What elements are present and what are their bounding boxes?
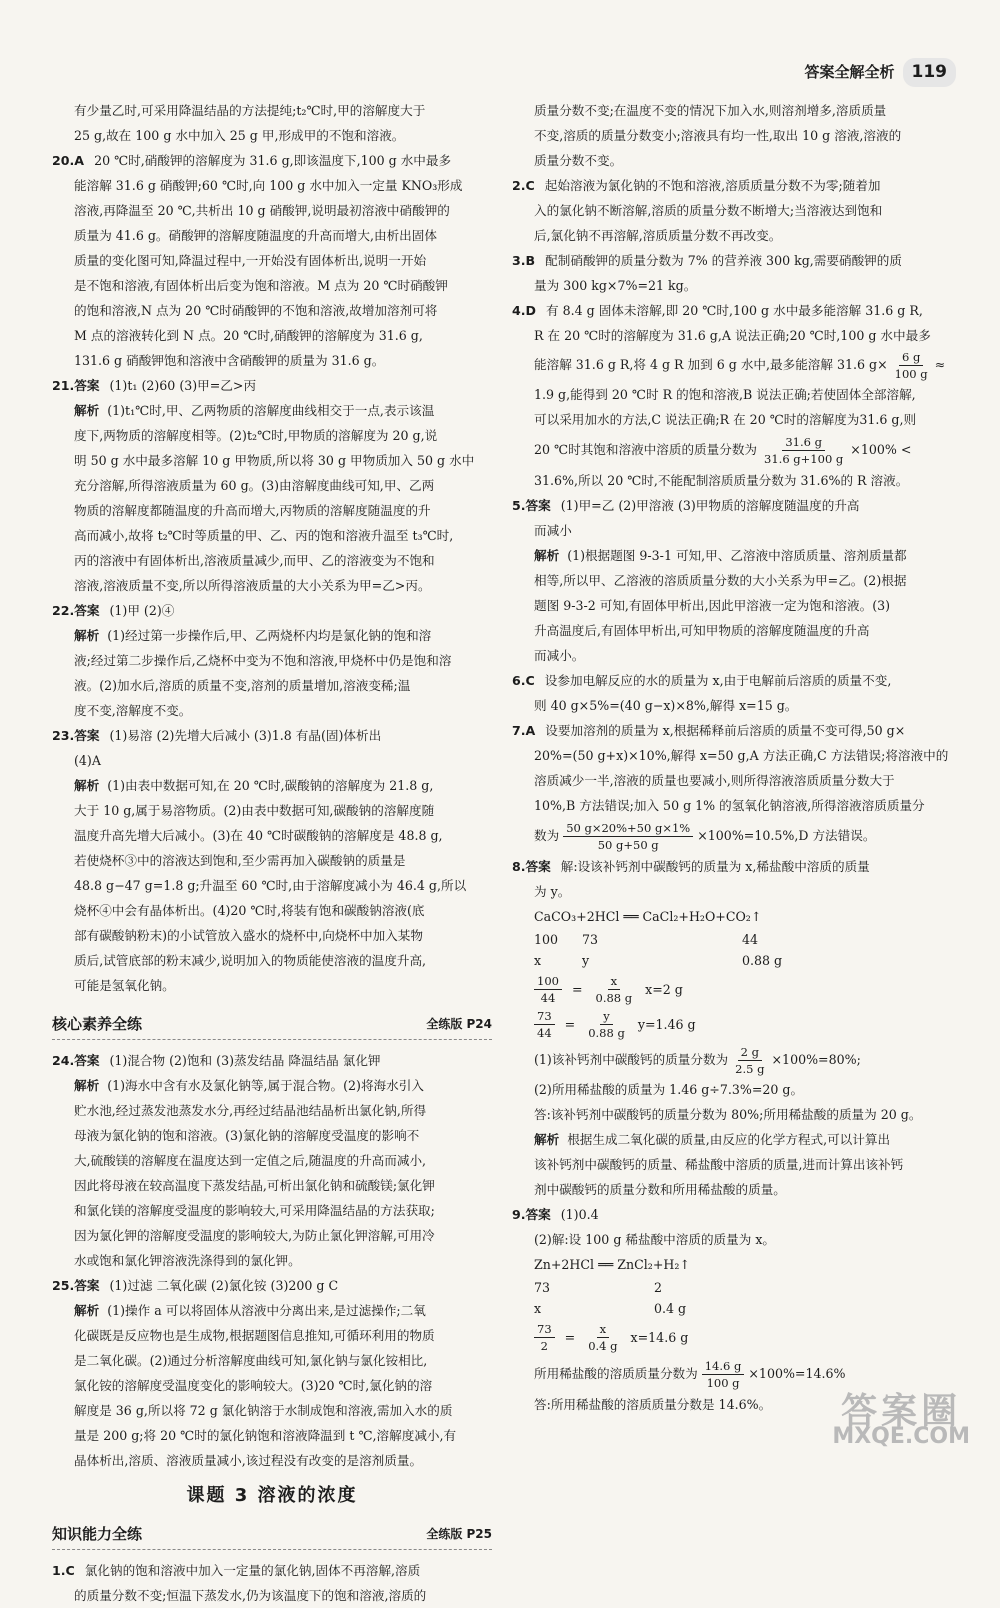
text-line: 48.8 g−47 g=1.8 g;升温至 60 ℃时,由于溶解度减小为 46.4 g,所以: [74, 878, 467, 893]
fraction: [732, 1044, 767, 1077]
text-line: ×100%=14.6%: [748, 1366, 846, 1381]
fraction-denominator: 100 g: [706, 1376, 740, 1390]
answer-text: 而减小: [534, 523, 572, 538]
text-line: 能溶解 31.6 g 硝酸钾;60 ℃时,向 100 g 水中加入一定量 KNO₃形成: [74, 178, 463, 193]
fraction-denominator: 2.5 g: [735, 1062, 765, 1076]
question-8: [512, 854, 960, 1202]
fraction-numerator: 100: [534, 973, 562, 990]
text-line: ×100% <: [850, 442, 912, 457]
fraction: [563, 820, 693, 853]
answer-text: (1)混合物 (2)饱和 (3)蒸发结晶 降温结晶 氯化钾: [109, 1053, 381, 1068]
text-line: (1)经过第一步操作后,甲、乙两烧杯内均是氯化钠的饱和溶: [107, 628, 432, 643]
conclusion-text: 答:所用稀盐酸的溶质质量分数是 14.6%。: [534, 1397, 772, 1412]
text-line: (1)该补钙剂中碳酸钙的质量分数为: [534, 1052, 729, 1067]
text-line: 部有碳酸钠粉末)的小试管放入盛水的烧杯中,向烧杯中加入某物: [74, 928, 423, 943]
section-header-core: [52, 1012, 492, 1040]
fraction-denominator: 44: [540, 991, 556, 1005]
fraction-denominator: 0.88 g: [595, 991, 633, 1005]
text-line: 20%=(50 g+x)×10%,解得 x=50 g,A 方法正确,C 方法错误;将溶液中的: [534, 748, 949, 763]
fraction-denominator: 2: [540, 1339, 548, 1353]
text-line: 题图 9-3-2 可知,有固体甲析出,因此甲溶液一定为饱和溶液。(3): [534, 598, 891, 613]
unknown-value: 0.88 g: [742, 953, 783, 968]
text-line: 可能是氢氧化钠。: [74, 978, 175, 993]
ratio-value: 73: [582, 932, 599, 947]
question-7: [512, 718, 960, 854]
question-5: [512, 493, 960, 668]
analysis-label: 解析: [534, 1132, 560, 1147]
text-line: 化碳既是反应物也是生成物,根据题图信息推知,可循环利用的物质: [74, 1328, 435, 1343]
text-line: (1)t₁℃时,甲、乙两物质的溶解度曲线相交于一点,表示该温: [107, 403, 435, 418]
fraction: [585, 1321, 620, 1354]
text-line: 31.6%,所以 20 ℃时,不能配制溶质质量分数为 31.6%的 R 溶液。: [534, 473, 909, 488]
text-line: (2)解:设 100 g 稀盐酸中溶质的质量为 x。: [534, 1232, 776, 1247]
analysis-label: 解析: [74, 778, 100, 793]
text-line: 设参加电解反应的水的质量为 x,由于电解前后溶质的质量不变,: [544, 673, 892, 688]
analysis-label: 解析: [74, 403, 100, 418]
text-line: 大,硫酸镁的溶解度在温度达到一定值之后,随温度的升高而减小,: [74, 1153, 427, 1168]
text-line: 能溶解 31.6 g R,将 4 g R 加到 6 g 水中,最多能溶解 31.6 g×: [534, 357, 888, 372]
text-line: 丙的溶液中有固体析出,溶液质量减少,而甲、乙的溶液变为不饱和: [74, 553, 435, 568]
question-tag: 2.C: [512, 178, 535, 193]
text-line: 数为: [534, 828, 560, 843]
text-line: 温度升高先增大后减小。(3)在 40 ℃时碳酸钠的溶解度是 48.8 g,: [74, 828, 443, 843]
text-line: 质后,试管底部的粉末减少,说明加入的物质能使溶液的温度升高,: [74, 953, 427, 968]
text-line: (1)操作 a 可以将固体从溶液中分离出来,是过滤操作;二氧: [107, 1303, 426, 1318]
question-tag: 25.答案: [52, 1278, 100, 1293]
fraction-denominator: 0.88 g: [588, 1026, 625, 1040]
left-column: [52, 98, 492, 1608]
question-9: [512, 1202, 960, 1417]
text-line: 母液为氯化钠的饱和溶液。(3)氯化钠的溶解度受温度的影响不: [74, 1128, 420, 1143]
approx-sign: ≈: [934, 357, 946, 372]
fraction-numerator: y: [600, 1008, 613, 1025]
text-line: 1.9 g,能得到 20 ℃时 R 的饱和溶液,B 说法正确;若使固体全部溶解,: [534, 387, 916, 402]
text-line: 剂中碳酸钙的质量分数和所用稀盐酸的质量。: [534, 1182, 786, 1197]
text-line: 高而减小,故将 t₂℃时等质量的甲、乙、丙的饱和溶液升温至 t₃℃时,: [74, 528, 454, 543]
question-24: [52, 1048, 492, 1273]
chapter-title: 课题 3 溶液的浓度: [186, 1485, 358, 1506]
ratio-value: 44: [742, 932, 759, 947]
question-23: [52, 723, 492, 998]
result-text: x=14.6 g: [630, 1329, 689, 1345]
text-line: 氯化铵的溶解度受温度变化的影响较大。(3)20 ℃时,氯化钠的溶: [74, 1378, 433, 1393]
text-line: 液。(2)加水后,溶质的质量不变,溶剂的质量增加,溶液变稀;温: [74, 678, 411, 693]
fraction-denominator: 31.6 g+100 g: [764, 452, 844, 466]
question-tag: 20.A: [52, 153, 85, 168]
text-line: 有 8.4 g 固体未溶解,即 20 ℃时,100 g 水中最多能溶解 31.6 g R,: [546, 303, 923, 318]
answer-text: (1)0.4: [560, 1207, 599, 1222]
section-header-knowledge: [52, 1522, 492, 1550]
text-line: 水或饱和氯化钾溶液洗涤得到的氯化钾。: [74, 1253, 301, 1268]
fraction: [593, 973, 636, 1006]
proportion-line: $\frac{100}{44}$ = $\frac{x}{0.88 g}$ x=2 g: [512, 973, 960, 1006]
text-line: (1)根据题图 9-3-1 可知,甲、乙溶液中溶质质量、溶剂质量都: [567, 548, 907, 563]
text-line: (2)所用稀盐酸的质量为 1.46 g÷7.3%=20 g。: [534, 1082, 804, 1097]
fraction-denominator: 100 g: [894, 367, 928, 381]
text-line: 质量分数不变;在温度不变的情况下加入水,则溶剂增多,溶质质量: [534, 103, 887, 118]
text-line: 量是 200 g;将 20 ℃时的氯化钠饱和溶液降温到 t ℃,溶解度减小,有: [74, 1428, 457, 1443]
fraction-denominator: 50 g+50 g: [597, 838, 659, 852]
question-20: [52, 148, 492, 373]
watermark-logo: 答案圈: [841, 1391, 962, 1432]
text-line: 度下,两物质的溶解度相等。(2)t₂℃时,甲物质的溶解度为 20 g,说: [74, 428, 438, 443]
text-line: 有少量乙时,可采用降温结晶的方法提纯;t₂℃时,甲的溶解度大于: [74, 103, 426, 118]
analysis-label: 解析: [74, 1078, 100, 1093]
text-line: 后,氯化钠不再溶解,溶质质量分数不再改变。: [534, 228, 782, 243]
header-title: 答案全解全析: [804, 63, 895, 81]
text-line: 和氯化镁的溶解度受温度的影响较大,可采用降温结晶的方法获取;: [74, 1203, 435, 1218]
chemical-equation: Zn+2HCl ══ ZnCl₂+H₂↑: [534, 1257, 690, 1272]
question-6: [512, 668, 960, 718]
text-line: 131.6 g 硝酸钾饱和溶液中含硝酸钾的质量为 31.6 g。: [74, 353, 385, 368]
fraction-denominator: 44: [537, 1026, 552, 1040]
text-line: 明 50 g 水中最多溶解 10 g 甲物质,所以将 30 g 甲物质加入 50 g 水中: [74, 453, 475, 468]
text-line: 是二氧化碳。(2)通过分析溶解度曲线可知,氯化钠与氯化铵相比,: [74, 1353, 428, 1368]
text-line: 可以采用加水的方法,C 说法正确;R 在 20 ℃时的溶解度为31.6 g,则: [534, 412, 917, 427]
watermark-url: MXQE.COM: [832, 1424, 970, 1449]
text-line: 起始溶液为氯化钠的不饱和溶液,溶质质量分数不为零;随着加: [544, 178, 881, 193]
question-tag: 7.A: [512, 723, 536, 738]
text-line: 度不变,溶解度不变。: [74, 703, 192, 718]
unknown-value: x: [534, 1301, 542, 1316]
unknown-value: 0.4 g: [654, 1301, 687, 1316]
section-ref: 全练版 P25: [426, 1527, 492, 1541]
text-line: 20 ℃时,硝酸钾的溶解度为 31.6 g,即该温度下,100 g 水中最多: [94, 153, 452, 168]
answer-text: (4)A: [74, 753, 101, 768]
text-line: 入的氯化钠不断溶解,溶质的质量分数不断增大;当溶液达到饱和: [534, 203, 883, 218]
text-line: 相等,所以甲、乙溶液的溶质质量分数的大小关系为甲=乙。(2)根据: [534, 573, 907, 588]
question-2: [512, 173, 960, 248]
question-tag: 24.答案: [52, 1053, 100, 1068]
text-line: 溶液,再降温至 20 ℃,共析出 10 g 硝酸钾,说明最初溶液中硝酸钾的: [74, 203, 450, 218]
question-tag: 4.D: [512, 303, 537, 318]
fraction-numerator: 2 g: [738, 1044, 762, 1061]
fraction: [585, 1008, 628, 1041]
fraction: [761, 434, 846, 467]
analysis-label: 解析: [74, 1303, 100, 1318]
page-header: [804, 58, 956, 87]
section-title: 知识能力全练: [52, 1525, 143, 1543]
text-line: 设要加溶剂的质量为 x,根据稀释前后溶质的质量不变可得,50 g×: [545, 723, 906, 738]
text-line: ×100%=80%;: [771, 1052, 861, 1067]
text-line: 25 g,故在 100 g 水中加入 25 g 甲,形成甲的不饱和溶液。: [74, 128, 405, 143]
fraction-numerator: 73: [534, 1008, 555, 1025]
question-tag: 8.答案: [512, 859, 551, 874]
fraction-numerator: 14.6 g: [702, 1358, 745, 1375]
fraction-numerator: 50 g×20%+50 g×1%: [563, 820, 693, 837]
question-25: [52, 1273, 492, 1473]
question-tag: 21.答案: [52, 378, 100, 393]
text-line: 的质量分数不变;恒温下蒸发水,仍为该温度下的饱和溶液,溶质的: [74, 1588, 427, 1603]
equation-unknown-row: [512, 1298, 960, 1319]
text-line: 20 ℃时其饱和溶液中溶质的质量分数为: [534, 442, 758, 457]
question-3: [512, 248, 960, 298]
text-line: 溶质减少一半,溶液的质量也要减小,则所得溶液溶质质量分数大于: [534, 773, 895, 788]
text-line: 晶体析出,溶质、溶液质量减小,该过程没有改变的是溶剂质量。: [74, 1453, 423, 1468]
fraction: [702, 1358, 745, 1391]
fraction-numerator: 73: [534, 1321, 555, 1338]
text-line: R 在 20 ℃时的溶解度为 31.6 g,A 说法正确;20 ℃时,100 g 水中最多: [534, 328, 931, 343]
fraction-numerator: 31.6 g: [782, 434, 825, 451]
fraction: [534, 1008, 555, 1041]
analysis-label: 解析: [74, 628, 100, 643]
proportion-line: $\frac{73}{44}$ = $\frac{y}{0.88 g}$ y=1.46 g: [512, 1008, 960, 1041]
answer-text: (1)甲 (2)④: [109, 603, 175, 618]
unknown-value: y: [582, 953, 590, 968]
section-title: 核心素养全练: [52, 1015, 143, 1033]
text-line: 氯化钠的饱和溶液中加入一定量的氯化钠,固体不再溶解,溶质: [84, 1563, 421, 1578]
question-21: [52, 373, 492, 598]
result-text: x=2 g: [645, 981, 683, 997]
text-line: 则 40 g×5%=(40 g−x)×8%,解得 x=15 g。: [534, 698, 798, 713]
text-line: 10%,B 方法错误;加入 50 g 1% 的氢氧化钠溶液,所得溶液溶质质量分: [534, 798, 925, 813]
text-line: 溶液,溶液质量不变,所以所得溶液质量的大小关系为甲=乙>丙。: [74, 578, 431, 593]
text-line: 所用稀盐酸的溶质质量分数为: [534, 1366, 698, 1381]
text-line: 量为 300 kg×7%=21 kg。: [534, 278, 697, 293]
text-line: 质量分数不变。: [534, 153, 623, 168]
text-line: 若使烧杯③中的溶液达到饱和,至少需再加入碳酸钠的质量是: [74, 853, 406, 868]
text-line: 充分溶解,所得溶液质量为 60 g。(3)由溶解度曲线可知,甲、乙两: [74, 478, 435, 493]
ratio-value: 2: [654, 1280, 663, 1295]
text-line: ×100%=10.5%,D 方法错误。: [697, 828, 876, 843]
question-tag: 6.C: [512, 673, 535, 688]
question-tag: 5.答案: [512, 498, 551, 513]
page-number: 119: [903, 58, 957, 87]
question-tag: 9.答案: [512, 1207, 551, 1222]
text-line: 液;经过第二步操作后,乙烧杯中变为不饱和溶液,甲烧杯中仍是饱和溶: [74, 653, 452, 668]
section-ref: 全练版 P24: [426, 1017, 492, 1031]
text-line: 物质的溶解度都随温度的升高而增大,丙物质的溶解度随温度的升: [74, 503, 431, 518]
equation-unknown-row: [512, 950, 960, 971]
right-column: [512, 98, 960, 1417]
question-tag: 22.答案: [52, 603, 100, 618]
unknown-value: x: [534, 953, 542, 968]
text-line: 不变,溶质的质量分数变小;溶液具有均一性,取出 10 g 溶液,溶液的: [534, 128, 902, 143]
text-line: M 点的溶液转化到 N 点。20 ℃时,硝酸钾的溶解度为 31.6 g,: [74, 328, 423, 343]
result-text: y=1.46 g: [637, 1016, 696, 1032]
question-4: [512, 298, 960, 493]
ratio-value: 100: [534, 932, 559, 947]
conclusion-text: 答:该补钙剂中碳酸钙的质量分数为 80%;所用稀盐酸的质量为 20 g。: [534, 1107, 922, 1122]
text-line: (1)海水中含有水及氯化钠等,属于混合物。(2)将海水引入: [107, 1078, 424, 1093]
answer-text: (1)易溶 (2)先增大后减小 (3)1.8 有晶(固)体析出: [109, 728, 382, 743]
answer-text: (1)甲=乙 (2)甲溶液 (3)甲物质的溶解度随温度的升高: [560, 498, 860, 513]
text-line: 升高温度后,有固体甲析出,可知甲物质的溶解度随温度的升高: [534, 623, 870, 638]
answer-text: (1)t₁ (2)60 (3)甲=乙>丙: [109, 378, 257, 393]
question-1: [52, 1558, 492, 1608]
watermark: [832, 1391, 970, 1449]
fraction: [892, 349, 931, 382]
text-line: 贮水池,经过蒸发池蒸发水分,再经过结晶池结晶析出氯化钠,所得: [74, 1103, 427, 1118]
text-line: 质量的变化图可知,降温过程中,一开始没有固体析出,说明一开始: [74, 253, 427, 268]
fraction-numerator: x: [597, 1321, 610, 1338]
analysis-label: 解析: [534, 548, 560, 563]
fraction-numerator: 6 g: [899, 349, 923, 366]
text-line: 是不饱和溶液,有固体析出后变为饱和溶液。M 点为 20 ℃时硝酸钾: [74, 278, 448, 293]
fraction-denominator: 0.4 g: [588, 1339, 618, 1353]
equation-ratio-row: [512, 1277, 960, 1298]
chemical-equation: CaCO₃+2HCl ══ CaCl₂+H₂O+CO₂↑: [534, 909, 762, 924]
question-tag: 3.B: [512, 253, 536, 268]
text-line: 配制硝酸钾的质量分数为 7% 的营养液 300 kg,需要硝酸钾的质: [545, 253, 902, 268]
text-line: 因此将母液在较高温度下蒸发结晶,可析出氯化钠和硫酸镁;氯化钾: [74, 1178, 435, 1193]
equation-ratio-row: [512, 929, 960, 950]
question-tag: 1.C: [52, 1563, 75, 1578]
text-line: 质量为 41.6 g。硝酸钾的溶解度随温度的升高而增大,由析出固体: [74, 228, 437, 243]
fraction-numerator: x: [608, 973, 621, 990]
text-line: 因为氯化钾的溶解度受温度的影响较大,为防止氯化钾溶解,可用冷: [74, 1228, 435, 1243]
question-tag: 23.答案: [52, 728, 100, 743]
text-line: (1)由表中数据可知,在 20 ℃时,碳酸钠的溶解度为 21.8 g,: [107, 778, 434, 793]
text-line: 烧杯④中会有晶体析出。(4)20 ℃时,将装有饱和碳酸钠溶液(底: [74, 903, 425, 918]
answer-text: (1)过滤 二氧化碳 (2)氯化铵 (3)200 g C: [109, 1278, 339, 1293]
text-line: 大于 10 g,属于易溶物质。(2)由表中数据可知,碳酸钠的溶解度随: [74, 803, 435, 818]
text-line: 解:设该补钙剂中碳酸钙的质量为 x,稀盐酸中溶质的质量: [560, 859, 870, 874]
fraction: [534, 973, 562, 1006]
text-line: 根据生成二氧化碳的质量,由反应的化学方程式,可以计算出: [567, 1132, 891, 1147]
fraction: [534, 1321, 555, 1354]
text-line: 而减小。: [534, 648, 585, 663]
text-line: 解度是 36 g,所以将 72 g 氯化钠溶于水制成饱和溶液,需加入水的质: [74, 1403, 453, 1418]
text-line: 该补钙剂中碳酸钙的质量、稀盐酸中溶质的质量,进而计算出该补钙: [534, 1157, 904, 1172]
text-line: 的饱和溶液,N 点为 20 ℃时硝酸钾的不饱和溶液,故增加溶剂可将: [74, 303, 438, 318]
question-22: [52, 598, 492, 723]
ratio-value: 73: [534, 1280, 551, 1295]
proportion-line: $\frac{73}{2}$ = $\frac{x}{0.4 g}$ x=14.6 g: [512, 1321, 960, 1354]
text-line: 为 y。: [534, 884, 571, 899]
